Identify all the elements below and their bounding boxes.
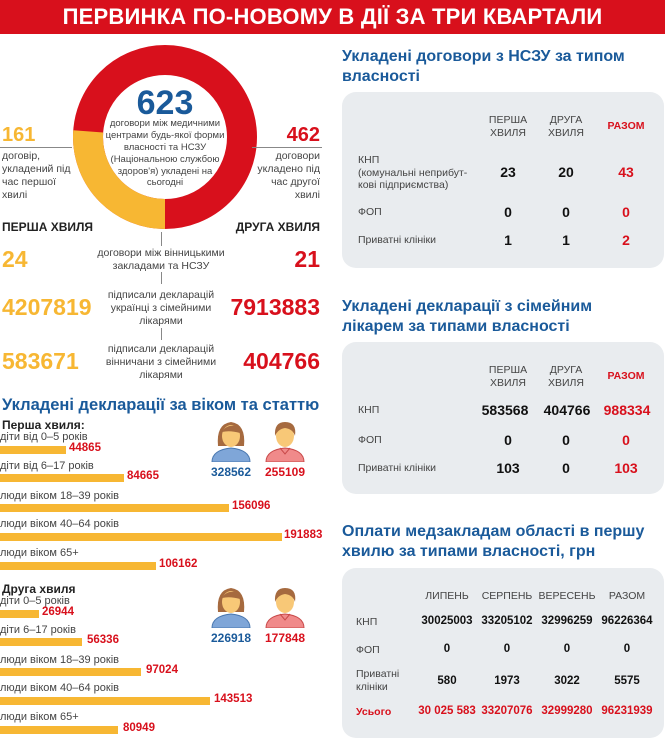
wave-row-text: договори між вінницькими закладами та НСЗУ (97, 247, 225, 273)
table-cell: 0 (622, 204, 630, 220)
table-cell: 0 (504, 204, 512, 220)
first-wave-subhead: Перша хвиля: (2, 418, 85, 432)
divider (252, 147, 322, 148)
bar (0, 726, 118, 734)
page-banner (0, 0, 665, 34)
bar-label: люди віком 40–64 років (0, 518, 119, 530)
second-wave-contracts-text: договори укладено під час другої хвилі (257, 150, 320, 202)
bar-label: люди віком 18–39 років (0, 490, 119, 502)
second-wave-label: ДРУГА ХВИЛЯ (235, 220, 320, 234)
column-header: ПЕРША ХВИЛЯ (488, 114, 528, 139)
second-wave-male-count: 177848 (264, 631, 306, 645)
bar-value: 80949 (123, 722, 155, 734)
table-cell: 23 (500, 164, 516, 180)
wave-row-second: 7913883 (230, 294, 320, 320)
table-cell: 580 (437, 675, 457, 687)
row-label: Приватні клініки (358, 462, 436, 474)
payments-table-title: Оплати медзакладам області в першу хвилю за типами власності, грн (342, 523, 645, 560)
row-label: КНП (356, 616, 378, 628)
female-icon (208, 584, 254, 628)
bar (0, 474, 124, 482)
first-wave-label: ПЕРША ХВИЛЯ (2, 220, 94, 234)
table-cell: 0 (562, 432, 570, 448)
table-cell: 103 (496, 460, 520, 476)
column-header: ДРУГА ХВИЛЯ (547, 114, 585, 139)
bar (0, 697, 210, 705)
bar-value: 191883 (284, 529, 323, 541)
table-cell: 0 (562, 204, 570, 220)
row-label: ФОП (358, 434, 382, 446)
table-cell: 32996259 (541, 615, 593, 627)
bar (0, 562, 156, 570)
wave-row-first: 583671 (2, 348, 79, 374)
bar-label: люди віком 18–39 років (0, 654, 119, 666)
donut-total-text: договори між медичними центрами будь-якої форми власності та НСЗУ (Національною службою здоров'я) укладені на сьогодні (105, 118, 225, 189)
male-icon (262, 584, 308, 628)
row-label: ФОП (358, 206, 382, 218)
bar (0, 446, 66, 454)
bar-value: 156096 (232, 500, 271, 512)
table-cell: 103 (614, 460, 638, 476)
row-label: ФОП (356, 644, 380, 656)
bar-value: 26944 (42, 606, 74, 618)
wave-row-text: підписали декларацій українці з сімейними лікарями (107, 289, 215, 328)
bar-value: 44865 (69, 442, 101, 454)
table-cell: 3022 (554, 675, 580, 687)
column-header: РАЗОМ (607, 120, 645, 132)
donut-total: 623 (136, 84, 194, 122)
bar-label: діти від 6–17 років (0, 460, 94, 472)
second-wave-female-count: 226918 (210, 631, 252, 645)
bar-label: люди віком 40–64 років (0, 682, 119, 694)
wave-row-first: 24 (2, 246, 28, 272)
declarations-table-title: Укладені декларації з сімейним лікарем за типами власності (342, 298, 593, 335)
row-label: Приватні клініки (356, 668, 400, 693)
table-cell: 583568 (481, 402, 529, 418)
declarations-table (342, 342, 664, 494)
row-label: КНП (358, 404, 380, 416)
divider (0, 147, 72, 148)
table-cell: 96231939 (601, 705, 653, 717)
bar-label: діти 0–5 років (0, 595, 70, 607)
first-wave-male-count: 255109 (264, 465, 306, 479)
row-label: Приватні клініки (358, 234, 436, 246)
age-section-title: Укладені декларації за віком та статтю (2, 396, 320, 414)
payments-table (342, 568, 664, 738)
bar-value: 84665 (127, 470, 159, 482)
table-cell: 43 (618, 164, 634, 180)
bar (0, 533, 282, 541)
bar-label: діти від 0–5 років (0, 431, 88, 443)
female-icon (208, 418, 254, 462)
bar-value: 106162 (159, 558, 198, 570)
wave-row-first: 4207819 (2, 294, 92, 320)
bar-label: люди віком 65+ (0, 547, 79, 559)
wave-row-second: 21 (294, 246, 320, 272)
table-cell: 30 025 583 (418, 705, 476, 717)
column-header: ЛИПЕНЬ (425, 590, 469, 602)
row-label: КНП (комунальні неприбут- кові підприємства) (358, 154, 468, 192)
contracts-table (342, 92, 664, 268)
first-wave-female-count: 328562 (210, 465, 252, 479)
first-wave-contracts: 161 (2, 124, 36, 146)
bar (0, 610, 39, 618)
contracts-table-title: Укладені договори з НСЗУ за типом власності (342, 48, 625, 85)
bar (0, 638, 82, 646)
table-cell: 0 (503, 643, 511, 655)
table-cell: 2 (622, 232, 630, 248)
connector (161, 328, 162, 340)
table-cell: 1 (562, 232, 570, 248)
row-label: Усього (356, 706, 392, 718)
table-cell: 0 (622, 432, 630, 448)
bar (0, 668, 141, 676)
second-wave-subhead: Друга хвиля (2, 582, 76, 596)
table-cell: 96226364 (601, 615, 653, 627)
column-header: ДРУГА ХВИЛЯ (547, 364, 585, 389)
table-cell: 0 (504, 432, 512, 448)
table-cell: 1973 (494, 675, 520, 687)
table-cell: 0 (563, 643, 571, 655)
table-cell: 1 (504, 232, 512, 248)
table-cell: 33207076 (481, 705, 533, 717)
table-cell: 0 (562, 460, 570, 476)
male-icon (262, 418, 308, 462)
table-cell: 32999280 (541, 705, 593, 717)
column-header: РАЗОМ (608, 590, 646, 602)
table-cell: 33205102 (481, 615, 533, 627)
table-cell: 30025003 (421, 615, 473, 627)
bar-value: 143513 (214, 693, 253, 705)
banner-title: ПЕРВИНКА ПО-НОВОМУ В ДІЇ ЗА ТРИ КВАРТАЛИ (62, 4, 603, 29)
bar-label: люди віком 65+ (0, 711, 79, 723)
first-wave-contracts-text: договір, укладений під час першої хвилі (2, 150, 71, 202)
table-cell: 988334 (603, 402, 651, 418)
wave-row-second: 404766 (243, 348, 320, 374)
bar (0, 504, 229, 512)
table-cell: 0 (623, 643, 631, 655)
wave-row-text: підписали декларацій вінничани з сімейними лікарями (105, 343, 217, 382)
column-header: РАЗОМ (607, 370, 645, 382)
table-cell: 20 (558, 164, 574, 180)
second-wave-contracts: 462 (286, 124, 320, 146)
connector (161, 272, 162, 284)
column-header: ПЕРША ХВИЛЯ (488, 364, 528, 389)
bar-value: 56336 (87, 634, 119, 646)
table-cell: 5575 (614, 675, 640, 687)
column-header: СЕРПЕНЬ (481, 590, 533, 602)
table-cell: 404766 (543, 402, 591, 418)
bar-value: 97024 (146, 664, 178, 676)
column-header: ВЕРЕСЕНЬ (538, 590, 596, 602)
connector (161, 232, 162, 246)
bar-label: діти 6–17 років (0, 624, 76, 636)
table-cell: 0 (443, 643, 451, 655)
